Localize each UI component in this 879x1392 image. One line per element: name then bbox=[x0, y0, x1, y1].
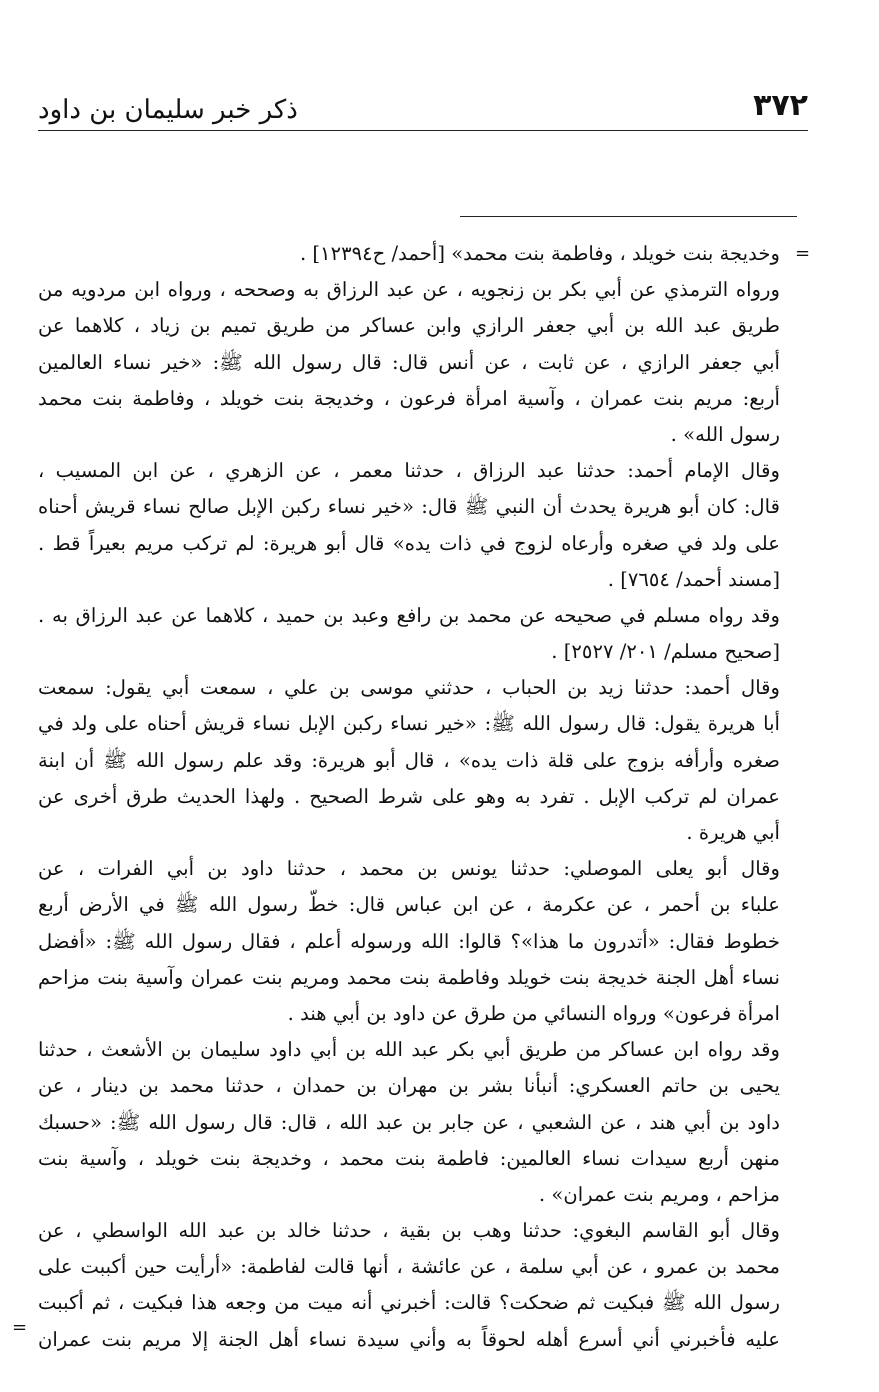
footnote-line: [مسند أحمد/ ٧٦٥٤] . bbox=[607, 567, 780, 591]
footnote-line: وخديجة بنت خويلد ، وفاطمة بنت محمد» [أحمد/ ح١٢٣٩٤] . bbox=[299, 242, 780, 265]
footnote-line: داود بن أبي هند ، عن الشعبي ، عن جابر بن عبد الله ، قال: قال رسول الله ﷺ: «حسبك bbox=[38, 1110, 780, 1134]
footnote-line: أربع: مريم بنت عمران ، وآسية امرأة فرعون ، وخديجة بنت خويلد ، وفاطمة بنت محمد bbox=[38, 386, 780, 410]
footnote-line: على ولد في صغره وأرعاه لزوج في ذات يده» قال أبو هريرة: لم تركب مريم بعيراً قط . bbox=[38, 531, 780, 555]
footnote-line: محمد بن عمرو ، عن أبي سلمة ، عن عائشة ، أنها قالت لفاطمة: «أرأيت حين أكببت على bbox=[38, 1255, 780, 1279]
footnote-line: ورواه الترمذي عن أبي بكر بن زنجويه ، عن عبد الرزاق به وصححه ، ورواه ابن مردويه من bbox=[38, 278, 780, 302]
footnote-text bbox=[38, 236, 780, 1358]
footnote-line: نساء أهل الجنة خديجة بنت خويلد وفاطمة بنت محمد ومريم بنت عمران وآسية بنت مزاحم bbox=[38, 965, 780, 989]
page-number: ٣٧٢ bbox=[753, 88, 808, 123]
continuation-mark-top: = bbox=[795, 243, 811, 264]
footnote-line: وقال أبو القاسم البغوي: حدثنا وهب بن بقية ، حدثنا خالد بن عبد الله الواسطي ، عن bbox=[38, 1219, 780, 1243]
footnote-line: عمران لم تركب الإبل . تفرد به وهو على شرط الصحيح . ولهذا الحديث طرق أخرى عن bbox=[38, 784, 780, 808]
footnote-line: رسول الله ﷺ فبكيت ثم ضحكت؟ قالت: أخبرني أنه ميت من وجعه هذا فبكيت ، ثم أكببت bbox=[38, 1291, 780, 1315]
footnote-separator bbox=[460, 216, 797, 217]
footnote-line: منهن أربع سيدات نساء العالمين: فاطمة بنت محمد ، وخديجة بنت خويلد ، وآسية بنت bbox=[38, 1146, 780, 1170]
footnote-line: علباء بن أحمر ، عن عكرمة ، عن ابن عباس قال: خطّ رسول الله ﷺ في الأرض أربع bbox=[38, 893, 780, 917]
footnote-line: وقد رواه ابن عساكر من طريق أبي بكر عبد الله بن أبي داود سليمان بن الأشعث ، حدثنا bbox=[38, 1038, 780, 1062]
continuation-mark-bottom: = bbox=[12, 1317, 28, 1338]
running-title: ذكر خبر سليمان بن داود bbox=[38, 95, 298, 125]
footnote-line: وقال الإمام أحمد: حدثنا عبد الرزاق ، حدثنا معمر ، عن الزهري ، عن ابن المسيب ، bbox=[38, 459, 780, 483]
footnote-line: عليه فأخبرني أني أسرع أهله لحوقاً به وأني سيدة نساء أهل الجنة إلا مريم بنت عمران bbox=[38, 1327, 780, 1351]
footnote-line: قال: كان أبو هريرة يحدث أن النبي ﷺ قال: «خير نساء ركبن الإبل صالح نساء قريش أحناه bbox=[38, 495, 780, 519]
footnote-line: أبا هريرة يقول: قال رسول الله ﷺ: «خير نساء ركبن الإبل نساء قريش أحناه على ولد في bbox=[38, 712, 780, 736]
footnote-line: أبي جعفر الرازي ، عن ثابت ، عن أنس قال: قال رسول الله ﷺ: «خير نساء العالمين bbox=[38, 350, 780, 374]
footnote-line: خطوط فقال: «أتدرون ما هذا»؟ قالوا: الله ورسوله أعلم ، فقال رسول الله ﷺ: «أفضل bbox=[38, 929, 780, 953]
footnote-line: وقال أحمد: حدثنا زيد بن الحباب ، حدثني موسى بن علي ، سمعت أبي يقول: سمعت bbox=[38, 676, 780, 700]
footnote-line: [صحيح مسلم/ ٢٠١/ ٢٥٢٧] . bbox=[551, 640, 780, 664]
footnote-line: مزاحم ، ومريم بنت عمران» . bbox=[538, 1182, 780, 1206]
footnote-line: أبي هريرة . bbox=[686, 821, 780, 844]
footnote-line: صغره وأرأفه بزوج على قلة ذات يده» ، قال أبو هريرة: وقد علم رسول الله ﷺ أن ابنة bbox=[38, 748, 780, 772]
footnote-line: يحيى بن حاتم العسكري: أنبأنا بشر بن مهران بن حمدان ، حدثنا محمد بن دينار ، عن bbox=[38, 1074, 780, 1098]
footnote-line: طريق عبد الله بن أبي جعفر الرازي وابن عساكر من طريق تميم بن زياد ، كلاهما عن bbox=[38, 314, 780, 338]
footnote-line: رسول الله» . bbox=[670, 422, 780, 446]
footnote-line: وقال أبو يعلى الموصلي: حدثنا يونس بن محمد ، حدثنا داود بن أبي الفرات ، عن bbox=[38, 857, 780, 881]
page-header bbox=[38, 88, 808, 131]
footnote-line: امرأة فرعون» ورواه النسائي من طرق عن داود بن أبي هند . bbox=[287, 1001, 780, 1025]
footnote-line: وقد رواه مسلم في صحيحه عن محمد بن رافع وعبد بن حميد ، كلاهما عن عبد الرزاق به . bbox=[38, 603, 780, 627]
